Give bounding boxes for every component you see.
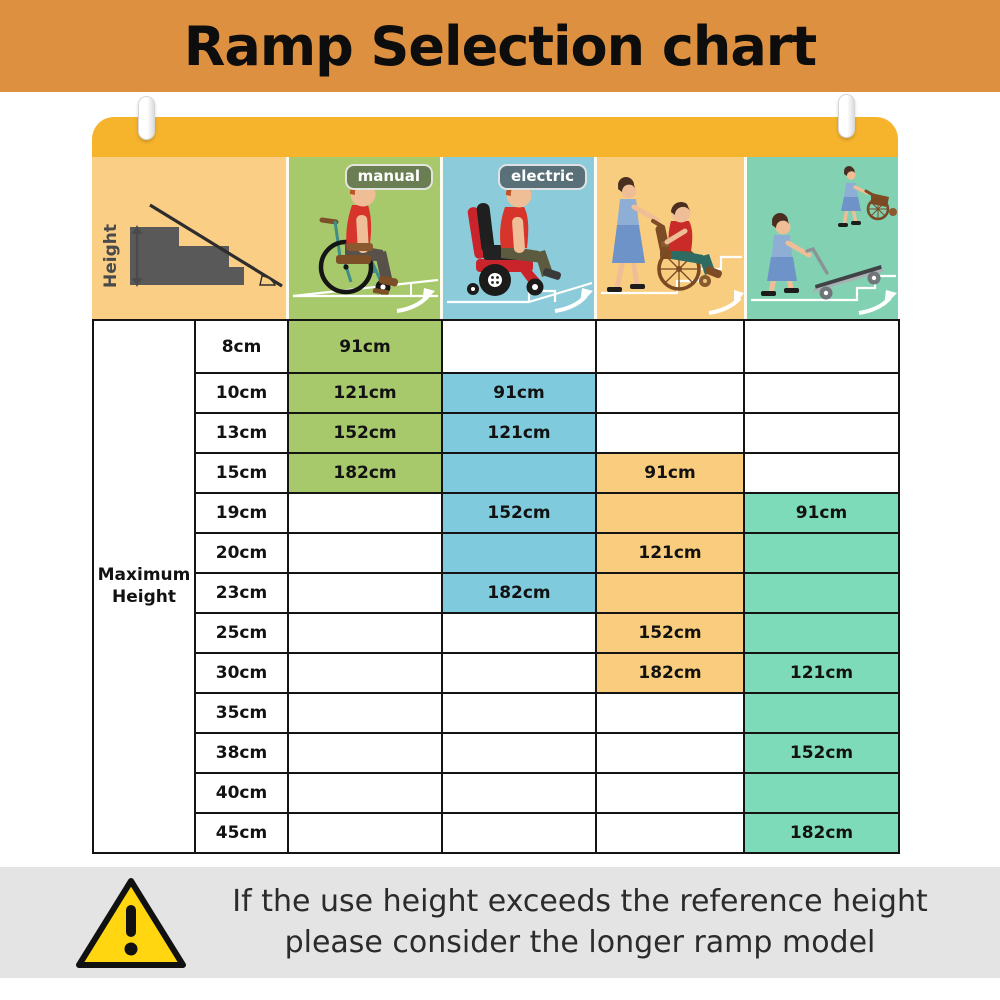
electric-ramp-cell <box>442 773 596 813</box>
attendant-ramp-cell: 182cm <box>596 653 744 693</box>
height-cell: 23cm <box>195 573 288 613</box>
electric-badge: electric <box>498 164 587 190</box>
chart-board <box>92 117 898 854</box>
table-row <box>93 453 899 493</box>
height-cell: 20cm <box>195 533 288 573</box>
trolley-ramp-icon <box>747 157 898 319</box>
ramp-selection-table <box>92 319 900 854</box>
table-row <box>93 493 899 533</box>
hanger-pin-right-icon <box>838 94 855 138</box>
footer-warning-bar <box>0 867 1000 978</box>
trolley-ramp-cell <box>744 773 899 813</box>
height-cell: 25cm <box>195 613 288 653</box>
table-row <box>93 693 899 733</box>
trolley-ramp-cell <box>744 573 899 613</box>
table-row <box>93 653 899 693</box>
trolley-column-header <box>747 157 898 319</box>
trolley-ramp-cell: 91cm <box>744 493 899 533</box>
table-row <box>93 733 899 773</box>
attendant-ramp-cell <box>596 693 744 733</box>
height-cell: 38cm <box>195 733 288 773</box>
height-cell: 8cm <box>195 320 288 373</box>
trolley-ramp-cell <box>744 533 899 573</box>
electric-ramp-cell: 152cm <box>442 493 596 533</box>
manual-ramp-cell: 152cm <box>288 413 442 453</box>
electric-ramp-cell <box>442 813 596 853</box>
electric-ramp-cell <box>442 453 596 493</box>
electric-ramp-cell <box>442 653 596 693</box>
footer-note-line2: please consider the longer ramp model <box>284 924 876 960</box>
trolley-ramp-cell <box>744 373 899 413</box>
height-cell: 19cm <box>195 493 288 533</box>
attendant-ramp-cell <box>596 773 744 813</box>
trolley-ramp-cell <box>744 613 899 653</box>
table-row <box>93 413 899 453</box>
manual-ramp-cell <box>288 613 442 653</box>
manual-badge: manual <box>345 164 433 190</box>
table-row <box>93 573 899 613</box>
table-row <box>93 373 899 413</box>
attendant-ramp-cell <box>596 733 744 773</box>
manual-ramp-cell <box>288 493 442 533</box>
stairs-ramp-height-icon <box>92 157 286 319</box>
electric-ramp-cell <box>442 320 596 373</box>
manual-ramp-cell <box>288 773 442 813</box>
attendant-ramp-cell <box>596 493 744 533</box>
hanger-pin-left-icon <box>138 96 155 140</box>
title-bar <box>0 0 1000 92</box>
trolley-ramp-cell: 182cm <box>744 813 899 853</box>
height-diagram-cell <box>92 157 286 319</box>
table-body <box>93 320 899 853</box>
table-row <box>93 773 899 813</box>
height-cell: 40cm <box>195 773 288 813</box>
manual-ramp-cell: 121cm <box>288 373 442 413</box>
electric-ramp-cell <box>442 693 596 733</box>
attendant-ramp-cell <box>596 373 744 413</box>
height-cell: 13cm <box>195 413 288 453</box>
electric-ramp-cell: 121cm <box>442 413 596 453</box>
attendant-ramp-cell: 152cm <box>596 613 744 653</box>
warning-triangle-icon <box>72 873 190 973</box>
height-cell: 10cm <box>195 373 288 413</box>
electric-ramp-cell <box>442 613 596 653</box>
height-axis-label: Height <box>101 224 121 288</box>
attendant-pushing-wheelchair-icon <box>597 157 744 319</box>
manual-ramp-cell <box>288 533 442 573</box>
attendant-ramp-cell <box>596 320 744 373</box>
electric-ramp-cell <box>442 533 596 573</box>
manual-ramp-cell <box>288 693 442 733</box>
attendant-ramp-cell <box>596 413 744 453</box>
manual-ramp-cell: 182cm <box>288 453 442 493</box>
trolley-ramp-cell: 152cm <box>744 733 899 773</box>
height-cell: 35cm <box>195 693 288 733</box>
row-group-label: Maximum Height <box>93 320 195 853</box>
electric-column-header <box>443 157 594 319</box>
table-row <box>93 613 899 653</box>
trolley-ramp-cell <box>744 413 899 453</box>
attendant-ramp-cell <box>596 573 744 613</box>
table-row <box>93 813 899 853</box>
footer-note-line1: If the use height exceeds the reference height <box>232 884 928 919</box>
trolley-ramp-cell <box>744 453 899 493</box>
electric-ramp-cell: 182cm <box>442 573 596 613</box>
manual-ramp-cell <box>288 813 442 853</box>
attendant-ramp-cell: 91cm <box>596 453 744 493</box>
manual-ramp-cell <box>288 653 442 693</box>
manual-ramp-cell: 91cm <box>288 320 442 373</box>
footer-note <box>232 882 927 963</box>
trolley-ramp-cell <box>744 320 899 373</box>
manual-ramp-cell <box>288 733 442 773</box>
mini-attendant-wheelchair <box>838 166 897 227</box>
electric-ramp-cell <box>442 733 596 773</box>
hanger-bar <box>92 117 898 157</box>
height-cell: 45cm <box>195 813 288 853</box>
attendant-ramp-cell: 121cm <box>596 533 744 573</box>
electric-ramp-cell: 91cm <box>442 373 596 413</box>
height-cell: 15cm <box>195 453 288 493</box>
attendant-column-header <box>597 157 744 319</box>
manual-ramp-cell <box>288 573 442 613</box>
page-title: Ramp Selection chart <box>183 14 817 78</box>
manual-column-header <box>289 157 440 319</box>
trolley-ramp-cell: 121cm <box>744 653 899 693</box>
column-header-row <box>92 157 898 319</box>
attendant-ramp-cell <box>596 813 744 853</box>
trolley-ramp-cell <box>744 693 899 733</box>
height-cell: 30cm <box>195 653 288 693</box>
table-row <box>93 533 899 573</box>
table-row <box>93 320 899 373</box>
